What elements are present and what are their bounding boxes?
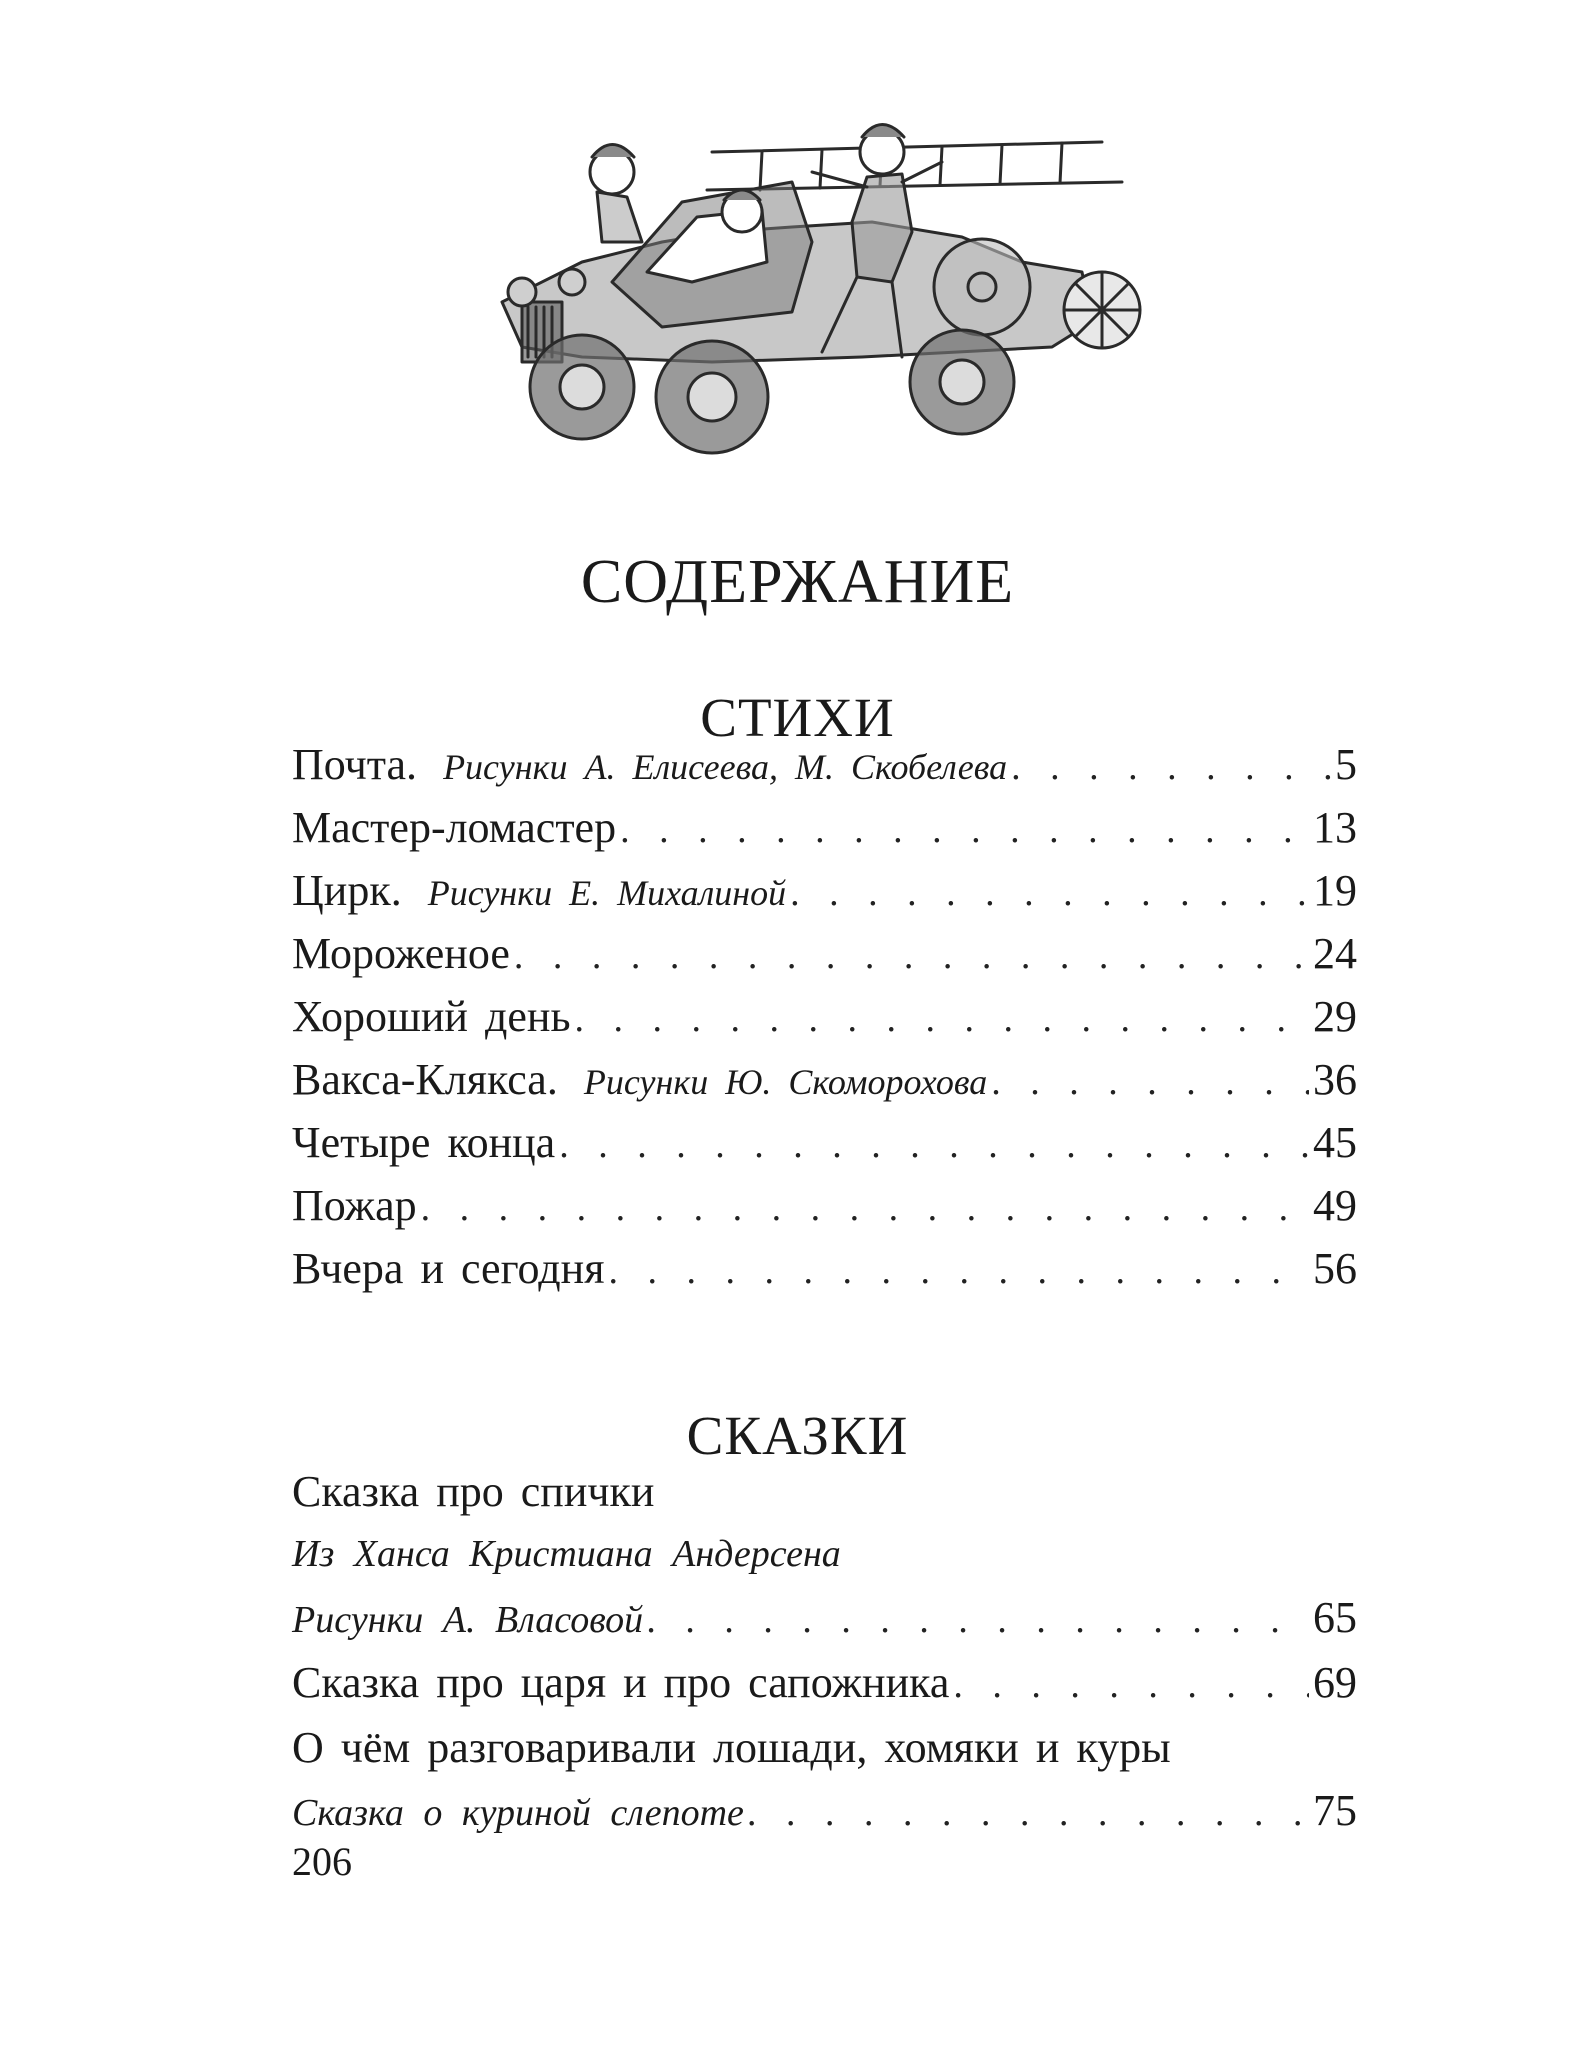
dot-leader — [559, 1114, 1309, 1177]
toc-entry[interactable] — [292, 985, 1357, 1048]
toc-entry[interactable] — [292, 1651, 1357, 1714]
toc-entry[interactable] — [292, 1779, 1357, 1842]
dot-leader — [991, 1051, 1309, 1114]
entry-page-number: 45 — [1313, 1118, 1357, 1167]
page-title: СОДЕРЖАНИЕ — [580, 547, 1015, 616]
entry-subtitle: Из Ханса Кристиана Андерсена — [292, 1533, 841, 1575]
toc-entry-title-line[interactable] — [292, 1716, 1357, 1779]
toc-entry[interactable] — [292, 1048, 1357, 1111]
entry-title: Вакса-Клякса. — [292, 1055, 558, 1104]
entry-title: Сказка про царя и про сапожника — [292, 1658, 950, 1707]
entry-page-number: 69 — [1313, 1658, 1357, 1707]
toc-entry[interactable] — [292, 796, 1357, 859]
entry-page-number: 5 — [1335, 740, 1357, 789]
toc-entry[interactable] — [292, 1237, 1357, 1300]
entry-title: Почта. — [292, 740, 418, 789]
entry-title: Мороженое — [292, 929, 510, 978]
dot-leader — [608, 1240, 1309, 1303]
entry-credit: Рисунки А. Власовой — [292, 1599, 644, 1641]
entry-title: Сказка про спички — [292, 1467, 655, 1516]
entry-title: Цирк. — [292, 866, 402, 915]
toc-entry[interactable] — [292, 1111, 1357, 1174]
entry-credit: Рисунки Ю. Скоморохова — [583, 1062, 988, 1102]
dot-leader — [620, 799, 1309, 862]
entry-page-number: 56 — [1313, 1244, 1357, 1293]
toc-entry[interactable] — [292, 859, 1357, 922]
toc-entry[interactable] — [292, 1174, 1357, 1237]
toc-entry[interactable] — [292, 1586, 1357, 1649]
dot-leader — [647, 1589, 1309, 1652]
toc-entry-title-line[interactable] — [292, 1460, 1357, 1523]
entry-page-number: 65 — [1313, 1593, 1357, 1642]
toc-list-poems — [292, 733, 1357, 1300]
dot-leader — [514, 925, 1309, 988]
entry-page-number: 49 — [1313, 1181, 1357, 1230]
entry-page-number: 29 — [1313, 992, 1357, 1041]
entry-credit: Рисунки А. Елисеева, М. Скобелева — [443, 747, 1008, 787]
dot-leader — [953, 1654, 1309, 1717]
fire-truck-illustration — [462, 112, 1182, 472]
entry-title: Четыре конца — [292, 1118, 556, 1167]
dot-leader — [748, 1782, 1309, 1845]
entry-title: Мастер-ломастер — [292, 803, 617, 852]
dot-leader — [575, 988, 1309, 1051]
entry-page-number: 24 — [1313, 929, 1357, 978]
dot-leader — [790, 862, 1309, 925]
dot-leader — [1011, 736, 1331, 799]
entry-page-number: 75 — [1313, 1786, 1357, 1835]
entry-title: О чём разговаривали лошади, хомяки и куры — [292, 1723, 1171, 1772]
page-number: 206 — [292, 1839, 352, 1884]
dot-leader — [421, 1177, 1309, 1240]
section-heading-tales: СКАЗКИ — [686, 1404, 909, 1466]
entry-page-number: 19 — [1313, 866, 1357, 915]
toc-list-tales — [292, 1460, 1357, 1842]
entry-title: Хороший день — [292, 992, 571, 1041]
entry-page-number: 36 — [1313, 1055, 1357, 1104]
entry-title: Вчера и сегодня — [292, 1244, 605, 1293]
toc-entry[interactable] — [292, 733, 1357, 796]
entry-credit: Рисунки Е. Михалиной — [427, 873, 787, 913]
entry-page-number: 13 — [1313, 803, 1357, 852]
entry-subtitle: Сказка о куриной слепоте — [292, 1792, 744, 1834]
toc-entry-subtitle-line — [292, 1523, 1357, 1586]
toc-entry[interactable] — [292, 922, 1357, 985]
section-heading-poems: СТИХИ — [700, 686, 895, 748]
entry-title: Пожар — [292, 1181, 417, 1230]
